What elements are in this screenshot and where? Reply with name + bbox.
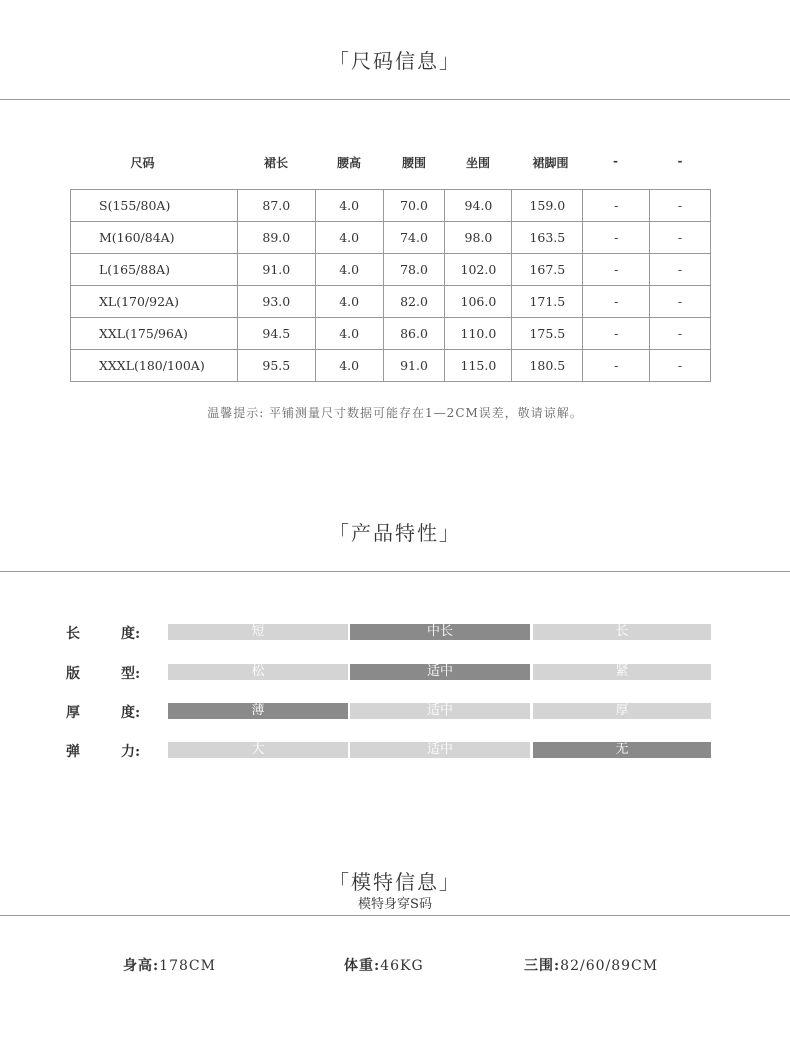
model-height — [123, 955, 216, 975]
table-cell: 4.0 — [315, 286, 383, 318]
feature-label-second: 度: — [121, 626, 141, 642]
table-row — [71, 286, 711, 318]
table-cell: 82.0 — [383, 286, 445, 318]
table-cell: - — [650, 222, 711, 254]
table-cell: - — [650, 350, 711, 382]
size-table — [70, 189, 711, 382]
model-measurements — [524, 955, 658, 975]
table-cell: 94.5 — [237, 318, 315, 350]
feature-label-first: 版 — [66, 666, 80, 682]
feature-label — [66, 741, 141, 761]
table-cell: 89.0 — [237, 222, 315, 254]
model-weight-value: 46KG — [380, 958, 424, 974]
header-waist: 腰围 — [401, 156, 426, 170]
table-cell: - — [583, 318, 650, 350]
header-waist-height: 腰高 — [336, 156, 361, 170]
table-cell: 86.0 — [383, 318, 445, 350]
table-cell: - — [650, 254, 711, 286]
feature-label-second: 力: — [121, 744, 141, 760]
table-cell: - — [650, 286, 711, 318]
model-section-title: 「模特信息」 — [329, 870, 461, 894]
feature-option: 长 — [533, 624, 711, 640]
model-weight — [344, 955, 424, 975]
table-cell: 106.0 — [445, 286, 512, 318]
table-cell: 4.0 — [315, 254, 383, 286]
table-cell: 180.5 — [512, 350, 583, 382]
table-cell: - — [650, 318, 711, 350]
table-cell: 4.0 — [315, 222, 383, 254]
table-cell: 94.0 — [445, 190, 512, 222]
table-cell: 91.0 — [237, 254, 315, 286]
table-row — [71, 190, 711, 222]
feature-option-selected: 适中 — [350, 664, 530, 680]
table-cell: 4.0 — [315, 318, 383, 350]
table-row — [71, 350, 711, 382]
feature-section-title: 「产品特性」 — [329, 521, 461, 545]
feature-option: 厚 — [533, 703, 711, 719]
table-cell: 167.5 — [512, 254, 583, 286]
header-blank-2: - — [677, 154, 683, 168]
table-cell: - — [650, 190, 711, 222]
divider — [0, 99, 790, 100]
table-cell: 102.0 — [445, 254, 512, 286]
table-cell: 98.0 — [445, 222, 512, 254]
table-cell: XXXL(180/100A) — [71, 350, 238, 382]
header-hip: 坐围 — [465, 156, 490, 170]
header-size: 尺码 — [130, 156, 155, 170]
table-row — [71, 318, 711, 350]
divider — [0, 915, 790, 916]
table-cell: 91.0 — [383, 350, 445, 382]
table-cell: XL(170/92A) — [71, 286, 238, 318]
table-row — [71, 222, 711, 254]
table-cell: 4.0 — [315, 350, 383, 382]
feature-label-first: 弹 — [66, 744, 80, 760]
feature-label — [66, 702, 141, 722]
model-subtitle: 模特身穿S码 — [358, 897, 432, 912]
feature-label-first: 厚 — [66, 705, 80, 721]
feature-option: 大 — [168, 742, 348, 758]
model-weight-label: 体重: — [344, 958, 381, 974]
header-hem: 裙脚围 — [532, 156, 569, 170]
table-cell: 87.0 — [237, 190, 315, 222]
table-cell: - — [583, 350, 650, 382]
model-height-value: 178CM — [159, 958, 216, 974]
table-cell: 159.0 — [512, 190, 583, 222]
feature-option-selected: 中长 — [350, 624, 530, 640]
table-cell: 74.0 — [383, 222, 445, 254]
table-cell: - — [583, 254, 650, 286]
table-cell: 93.0 — [237, 286, 315, 318]
model-measurements-value: 82/60/89CM — [560, 958, 659, 974]
table-cell: 78.0 — [383, 254, 445, 286]
table-cell: 70.0 — [383, 190, 445, 222]
feature-option: 紧 — [533, 664, 711, 680]
model-height-label: 身高: — [123, 958, 160, 974]
feature-label-second: 度: — [121, 705, 141, 721]
table-cell: - — [583, 190, 650, 222]
feature-option: 适中 — [350, 703, 530, 719]
table-cell: - — [583, 222, 650, 254]
table-cell: 115.0 — [445, 350, 512, 382]
size-section-title: 「尺码信息」 — [329, 49, 461, 73]
header-skirt-length: 裙长 — [263, 156, 288, 170]
table-cell: 95.5 — [237, 350, 315, 382]
table-cell: L(165/88A) — [71, 254, 238, 286]
feature-option: 适中 — [350, 742, 530, 758]
table-cell: 4.0 — [315, 190, 383, 222]
table-cell: XXL(175/96A) — [71, 318, 238, 350]
feature-option-selected: 薄 — [168, 703, 348, 719]
feature-option: 松 — [168, 664, 348, 680]
header-blank-1: - — [613, 154, 618, 168]
feature-label — [66, 623, 141, 643]
measurement-note: 温馨提示: 平铺测量尺寸数据可能存在1—2CM误差，敬请谅解。 — [207, 406, 583, 420]
feature-label-first: 长 — [66, 626, 80, 642]
table-cell: 163.5 — [512, 222, 583, 254]
table-cell: 171.5 — [512, 286, 583, 318]
model-measurements-label: 三围: — [524, 958, 561, 974]
feature-option: 短 — [168, 624, 348, 640]
table-cell: S(155/80A) — [71, 190, 238, 222]
table-row — [71, 254, 711, 286]
feature-label-second: 型: — [121, 666, 141, 682]
table-cell: 110.0 — [445, 318, 512, 350]
table-cell: 175.5 — [512, 318, 583, 350]
divider — [0, 571, 790, 572]
feature-label — [66, 663, 141, 683]
table-cell: M(160/84A) — [71, 222, 238, 254]
feature-option-selected: 无 — [533, 742, 711, 758]
table-cell: - — [583, 286, 650, 318]
